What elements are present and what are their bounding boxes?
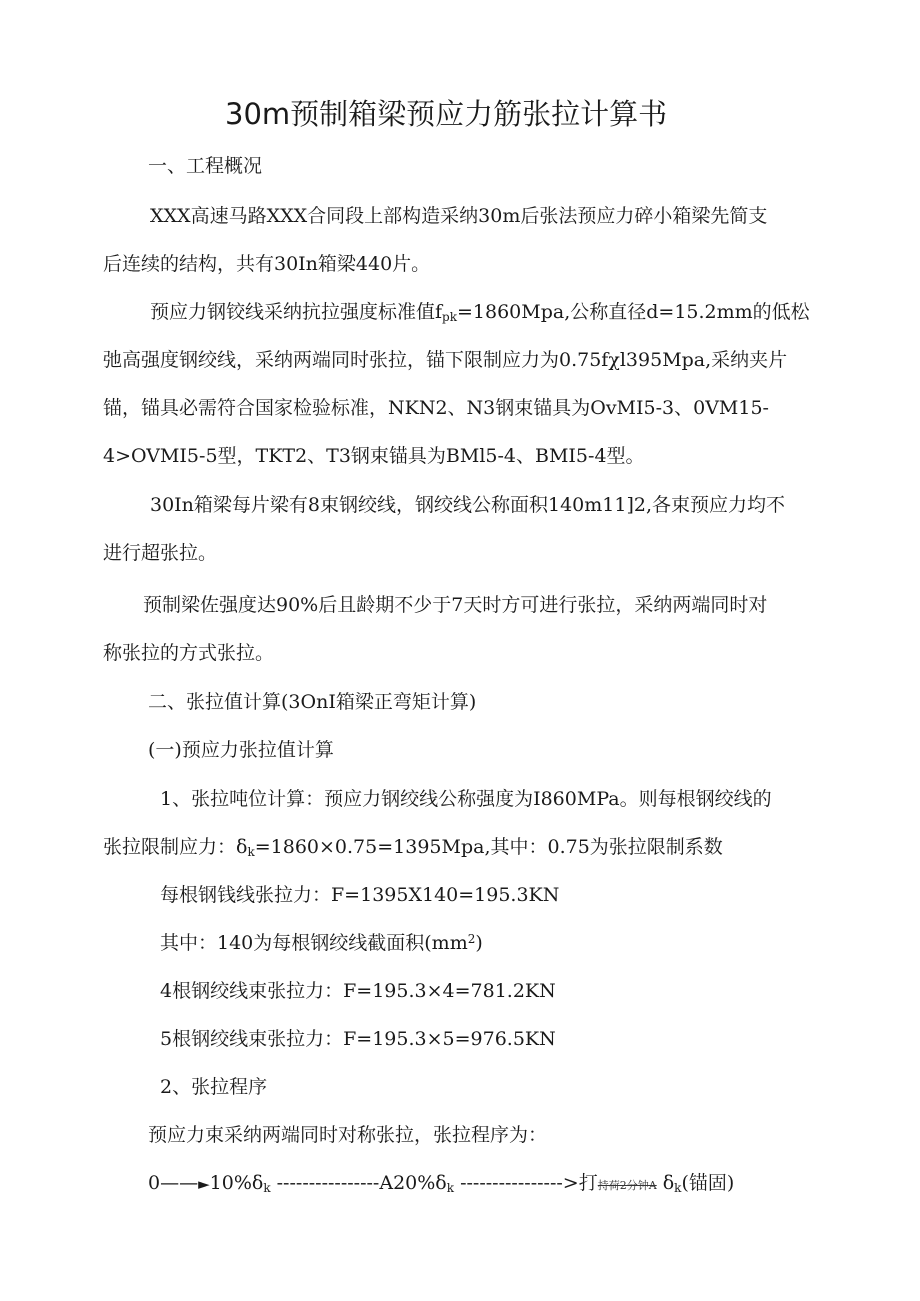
text-run: 0—— (148, 1172, 199, 1194)
page-title: 30m预制箱梁预应力筋张拉计算书 (225, 97, 668, 131)
paragraph-line: 称张拉的方式张拉。 (103, 642, 275, 664)
strikethrough-note: 持荷2分钟A (597, 1179, 657, 1192)
text-run: =1860Mpa,公称直径d=15.2mm的低松 (457, 301, 810, 323)
subsection-heading: (一)预应力张拉值计算 (148, 739, 334, 761)
item-heading: 2、张拉程序 (160, 1076, 268, 1098)
paragraph-line (150, 300, 810, 324)
section-heading-overview: 一、工程概况 (148, 155, 263, 177)
dash-line: ----------------> (454, 1172, 579, 1194)
paragraph-line: 1、张拉吨位计算：预应力钢绞线公称强度为I860MPa。则每根钢绞线的 (160, 788, 772, 810)
subscript: k (247, 845, 255, 859)
paragraph-line: 锚，锚具必需符合国家检验标准，NKN2、N3钢束锚具为OvMI5-3、0VM15- (103, 397, 769, 419)
text-run: 预应力钢铰线采纳抗拉强度标准值f (150, 301, 443, 323)
subscript: k (263, 1181, 271, 1195)
equation-line: 4根钢绞线束张拉力：F=195.3×4=781.2KN (160, 980, 556, 1002)
paragraph-line: 预应力束采纳两端同时对称张拉，张拉程序为： (148, 1124, 548, 1146)
text-run: δ (656, 1172, 675, 1194)
paragraph-line: 后连续的结构，共有30In箱梁440片。 (103, 253, 431, 275)
subscript: k (446, 1181, 455, 1195)
equation-line: 每根钢钱线张拉力：F=1395X140=195.3KN (160, 884, 560, 906)
text-run: (锚固) (681, 1172, 735, 1194)
text-run: 10%δ (209, 1172, 264, 1194)
paragraph-line: 4>OVMI5-5型，TKT2、T3钢束锚具为BMl5-4、BMI5-4型。 (103, 445, 645, 467)
text-run: 其中：140为每根钢绞线截面积(mm (160, 932, 468, 954)
superscript: 2 (467, 932, 476, 946)
paragraph-line: 30In箱梁每片梁有8束钢绞线，钢绞线公称面积140m11]2,各束预应力均不 (150, 494, 786, 516)
text-run: 张拉限制应力：δ (103, 836, 248, 858)
paragraph-line: XXX高速马路XXX合同段上部构造采纳30m后张法预应力碎小箱梁先简支 (150, 205, 768, 227)
text-run: ) (475, 932, 483, 954)
paragraph-line (103, 835, 723, 859)
section-heading-calculation: 二、张拉值计算(3OnI箱梁正弯矩计算) (148, 691, 477, 713)
paragraph-line: 预制梁佐强度达90%后且龄期不少于7天时方可进行张拉，采纳两端同时对 (143, 594, 768, 616)
paragraph-line: 进行超张拉。 (103, 542, 218, 564)
tension-procedure-line (148, 1171, 734, 1198)
subscript: k (674, 1181, 682, 1195)
text-run: =1860×0.75=1395Mpa,其中：0.75为张拉限制系数 (254, 836, 723, 858)
paragraph-line: 弛高强度钢绞线，采纳两端同时张拉，锚下限制应力为0.75fχl395Mpa,采纳夹片 (103, 349, 788, 371)
equation-line: 5根钢绞线束张拉力：F=195.3×5=976.5KN (160, 1028, 556, 1050)
text-run: A20%δ (379, 1172, 447, 1194)
text-run: 打 (578, 1172, 598, 1194)
equation-line (160, 931, 483, 955)
arrow-icon: ► (198, 1175, 210, 1193)
dash-line: ---------------- (270, 1172, 380, 1194)
subscript: pk (442, 310, 457, 324)
